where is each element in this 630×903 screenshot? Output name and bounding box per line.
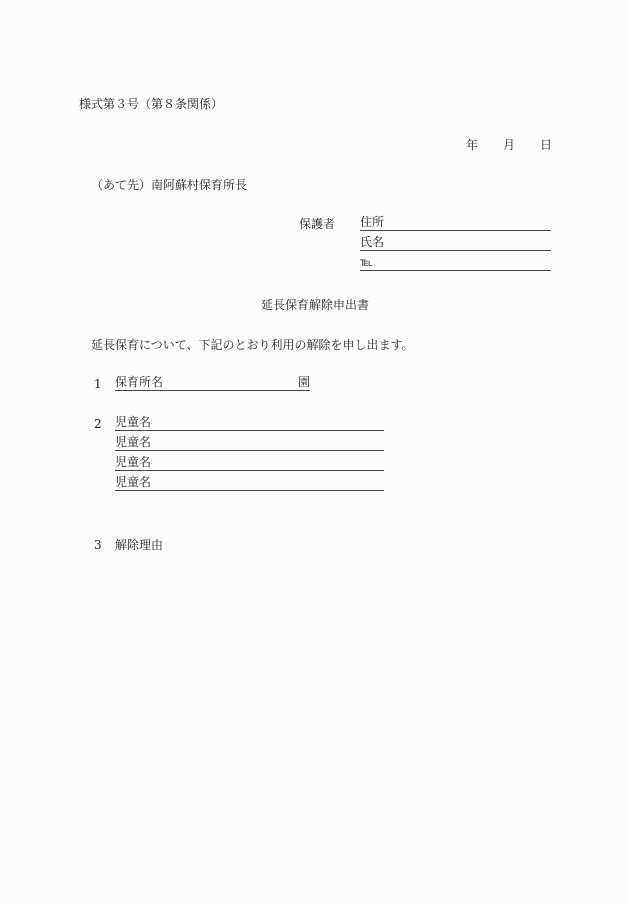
child-name-label: 児童名 (115, 435, 152, 449)
date-month-label: 月 (503, 138, 516, 152)
nursery-name-label: 保育所名 (115, 375, 164, 389)
child-name-label: 児童名 (115, 475, 152, 489)
child-name-field-2[interactable] (115, 435, 384, 451)
addressee: （あて先）南阿蘇村保育所長 (91, 178, 248, 192)
child-name-field-1[interactable] (115, 415, 384, 431)
cancellation-reason-label: 解除理由 (115, 538, 164, 552)
date-day-label: 日 (540, 138, 553, 152)
child-name-label: 児童名 (115, 415, 152, 429)
guardian-name-field[interactable] (360, 235, 551, 251)
date-year-label: 年 (466, 138, 479, 152)
guardian-name-label: 氏名 (360, 235, 385, 249)
cancellation-reason-area[interactable] (115, 558, 551, 758)
child-name-field-3[interactable] (115, 455, 384, 471)
child-name-label: 児童名 (115, 455, 152, 469)
guardian-label: 保護者 (299, 217, 336, 231)
child-name-field-4[interactable] (115, 475, 384, 491)
intro-text: 延長保育について、下記のとおり利用の解除を申し出ます。 (91, 338, 414, 352)
document-title: 延長保育解除申出書 (261, 298, 370, 312)
item-1-number: 1 (94, 377, 102, 391)
form-number: 様式第３号（第８条関係） (79, 97, 224, 111)
guardian-phone-field[interactable] (360, 255, 551, 271)
phone-icon: ℡ (360, 255, 373, 269)
nursery-name-field[interactable] (115, 375, 310, 391)
guardian-address-label: 住所 (360, 215, 385, 229)
item-2-number: 2 (94, 417, 102, 431)
nursery-suffix: 園 (297, 375, 310, 389)
guardian-address-field[interactable] (360, 215, 551, 231)
item-3-number: 3 (94, 538, 102, 552)
